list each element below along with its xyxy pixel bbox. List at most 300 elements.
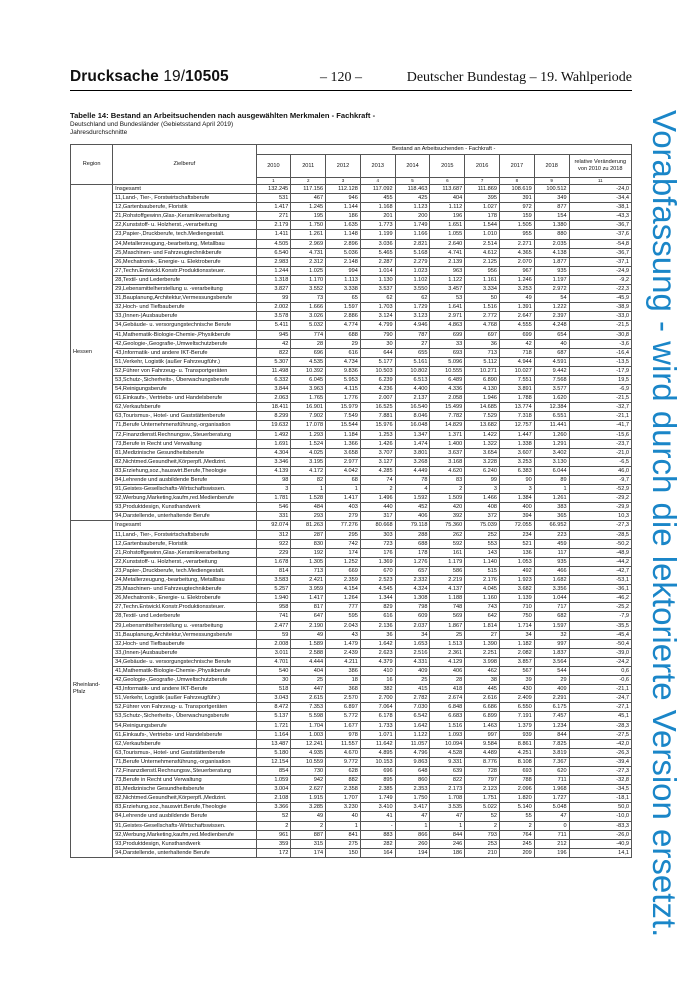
value-cell: 11.498 bbox=[256, 366, 291, 375]
value-cell: 1.940 bbox=[256, 594, 291, 603]
value-cell: 136 bbox=[500, 548, 535, 557]
table-row bbox=[71, 285, 632, 294]
value-cell: 1.093 bbox=[430, 730, 465, 739]
value-cell: 83 bbox=[430, 476, 465, 485]
value-cell: 9.331 bbox=[430, 757, 465, 766]
value-cell: 288 bbox=[395, 530, 430, 539]
table-row bbox=[71, 503, 632, 512]
column-index: 4 bbox=[360, 178, 395, 185]
zielberuf-cell: 28,Textil- und Lederberufe bbox=[113, 275, 256, 284]
page-header bbox=[70, 68, 632, 90]
value-cell: 1.318 bbox=[256, 275, 291, 284]
value-cell: 616 bbox=[326, 348, 361, 357]
value-cell: 9.584 bbox=[465, 739, 500, 748]
value-cell: 1.027 bbox=[465, 203, 500, 212]
value-cell: 1.463 bbox=[465, 721, 500, 730]
value-cell: 4.285 bbox=[360, 466, 395, 475]
value-cell: 1.010 bbox=[465, 230, 500, 239]
zielberuf-cell: 32,Hoch- und Tiefbauberufe bbox=[113, 639, 256, 648]
change-cell: -21,5 bbox=[569, 321, 631, 330]
value-cell: 3.334 bbox=[465, 285, 500, 294]
value-cell: 33 bbox=[430, 339, 465, 348]
value-cell: 764 bbox=[500, 830, 535, 839]
value-cell: 1.765 bbox=[291, 394, 326, 403]
value-cell: 1.053 bbox=[500, 557, 535, 566]
value-cell: 196 bbox=[534, 848, 569, 857]
value-cell: 1.199 bbox=[360, 230, 395, 239]
zielberuf-cell: 25,Maschinen- und Fahrzeugtechnikberufe bbox=[113, 585, 256, 594]
zielberuf-cell: 61,Einkaufs-, Vertriebs- und Handelsberufe bbox=[113, 730, 256, 739]
value-cell: 223 bbox=[534, 530, 569, 539]
value-cell: 212 bbox=[534, 839, 569, 848]
value-cell: 10.094 bbox=[430, 739, 465, 748]
value-cell: 4.324 bbox=[395, 585, 430, 594]
value-cell: 34 bbox=[500, 630, 535, 639]
value-cell: 844 bbox=[430, 830, 465, 839]
change-cell: -36,1 bbox=[569, 585, 631, 594]
value-cell: 7.367 bbox=[534, 757, 569, 766]
value-cell: 1.641 bbox=[430, 303, 465, 312]
value-cell: 150 bbox=[326, 848, 361, 857]
value-cell: 4.444 bbox=[291, 657, 326, 666]
value-cell: 777 bbox=[326, 603, 361, 612]
value-cell: 172 bbox=[256, 848, 291, 857]
zielberuf-cell: 63,Tourismus-, Hotel- und Gaststättenberufe bbox=[113, 412, 256, 421]
value-cell: 3.682 bbox=[500, 585, 535, 594]
value-cell: 1.714 bbox=[500, 621, 535, 630]
value-cell: 1.246 bbox=[500, 275, 535, 284]
change-cell: -29,2 bbox=[569, 494, 631, 503]
value-cell: 1.139 bbox=[500, 594, 535, 603]
value-cell: 2.782 bbox=[395, 694, 430, 703]
change-cell: -0,6 bbox=[569, 676, 631, 685]
value-cell: 693 bbox=[430, 348, 465, 357]
value-cell: 710 bbox=[500, 603, 535, 612]
column-index: 11 bbox=[569, 178, 631, 185]
table-row bbox=[71, 830, 632, 839]
table-row bbox=[71, 821, 632, 830]
value-cell: 3.011 bbox=[256, 648, 291, 657]
value-cell: 17.078 bbox=[291, 421, 326, 430]
value-cell: 275 bbox=[326, 839, 361, 848]
value-cell: 4.137 bbox=[430, 585, 465, 594]
value-cell: 18.411 bbox=[256, 403, 291, 412]
value-cell: 1.678 bbox=[256, 557, 291, 566]
table-row bbox=[71, 757, 632, 766]
value-cell: 1.592 bbox=[395, 494, 430, 503]
value-cell: 6.332 bbox=[256, 375, 291, 384]
value-cell: 4.025 bbox=[291, 448, 326, 457]
value-cell: 1.524 bbox=[291, 439, 326, 448]
value-cell: 1.293 bbox=[291, 430, 326, 439]
change-cell: -54,8 bbox=[569, 239, 631, 248]
change-cell: -34,5 bbox=[569, 785, 631, 794]
value-cell: 2.516 bbox=[395, 648, 430, 657]
zielberuf-cell: 53,Schutz-,Sicherheits-, Überwachungsberufe bbox=[113, 375, 256, 384]
value-cell: 2.700 bbox=[360, 694, 395, 703]
table-row bbox=[71, 694, 632, 703]
change-cell: 10,3 bbox=[569, 512, 631, 521]
table-row bbox=[71, 703, 632, 712]
year-header: 2015 bbox=[430, 155, 465, 178]
value-cell: 4.129 bbox=[430, 657, 465, 666]
value-cell: 1.773 bbox=[360, 221, 395, 230]
change-cell: -41,7 bbox=[569, 421, 631, 430]
zielberuf-cell: 93,Produktdesign, Kunsthandwerk bbox=[113, 839, 256, 848]
value-cell: 68 bbox=[326, 476, 361, 485]
value-cell: 2.439 bbox=[326, 648, 361, 657]
value-cell: 1.642 bbox=[360, 639, 395, 648]
value-cell: 2.082 bbox=[500, 648, 535, 657]
value-cell: 1.380 bbox=[534, 221, 569, 230]
zielberuf-cell: 72,Finanzdienstl.Rechnungsw.,Steuerberatung bbox=[113, 430, 256, 439]
value-cell: 89 bbox=[534, 476, 569, 485]
zielberuf-cell: Insgesamt bbox=[113, 521, 256, 530]
value-cell: 7.191 bbox=[500, 712, 535, 721]
value-cell: 1.305 bbox=[291, 557, 326, 566]
value-cell: 49 bbox=[500, 294, 535, 303]
value-cell: 6.513 bbox=[395, 375, 430, 384]
table-row bbox=[71, 585, 632, 594]
value-cell: 3.123 bbox=[395, 312, 430, 321]
value-cell: 1.260 bbox=[534, 430, 569, 439]
value-cell: 36 bbox=[465, 339, 500, 348]
value-cell: 1.234 bbox=[534, 721, 569, 730]
table-row bbox=[71, 203, 632, 212]
change-cell: -32,8 bbox=[569, 776, 631, 785]
doc-number: 10505 bbox=[185, 68, 229, 85]
value-cell: 4.701 bbox=[256, 657, 291, 666]
value-cell: 1.276 bbox=[395, 557, 430, 566]
value-cell: 717 bbox=[534, 603, 569, 612]
value-cell: 1.653 bbox=[395, 639, 430, 648]
value-cell: 3.891 bbox=[500, 385, 535, 394]
region-cell: Hessen bbox=[71, 185, 113, 521]
value-cell: 887 bbox=[291, 830, 326, 839]
value-cell: 11.557 bbox=[326, 739, 361, 748]
value-cell: 3.127 bbox=[360, 457, 395, 466]
value-cell: 4.895 bbox=[360, 748, 395, 757]
value-cell: 62 bbox=[395, 294, 430, 303]
zielberuf-cell: 54,Reinigungsberufe bbox=[113, 721, 256, 730]
value-cell: 40 bbox=[326, 812, 361, 821]
value-cell: 1.814 bbox=[465, 621, 500, 630]
zielberuf-cell: 63,Tourismus-, Hotel- und Gaststättenberufe bbox=[113, 748, 256, 757]
value-cell: 196 bbox=[430, 212, 465, 221]
value-cell: 404 bbox=[291, 666, 326, 675]
table-row bbox=[71, 521, 632, 530]
change-cell: -37,6 bbox=[569, 230, 631, 239]
value-cell: 466 bbox=[534, 566, 569, 575]
value-cell: 1.253 bbox=[360, 430, 395, 439]
value-cell: 978 bbox=[326, 730, 361, 739]
value-cell: 569 bbox=[430, 612, 465, 621]
value-cell: 2.514 bbox=[465, 239, 500, 248]
value-cell: 4.734 bbox=[326, 357, 361, 366]
table-row bbox=[71, 294, 632, 303]
value-cell: 6.551 bbox=[534, 412, 569, 421]
table-row bbox=[71, 330, 632, 339]
value-cell: 696 bbox=[291, 348, 326, 357]
value-cell: 6.045 bbox=[291, 375, 326, 384]
value-cell: 392 bbox=[430, 512, 465, 521]
value-cell: 359 bbox=[256, 839, 291, 848]
value-cell: 1.447 bbox=[500, 430, 535, 439]
value-cell: 860 bbox=[395, 776, 430, 785]
change-cell: -25,2 bbox=[569, 603, 631, 612]
value-cell: 1.347 bbox=[395, 430, 430, 439]
value-cell: 174 bbox=[291, 848, 326, 857]
change-cell: -21,1 bbox=[569, 685, 631, 694]
value-cell: 47 bbox=[430, 812, 465, 821]
value-cell: 3.578 bbox=[256, 312, 291, 321]
value-cell: 1.025 bbox=[291, 266, 326, 275]
change-cell: -52,9 bbox=[569, 485, 631, 494]
value-cell: 546 bbox=[256, 503, 291, 512]
value-cell: 1 bbox=[430, 821, 465, 830]
value-cell: 1.509 bbox=[430, 494, 465, 503]
value-cell: 699 bbox=[500, 330, 535, 339]
value-cell: 28 bbox=[430, 676, 465, 685]
change-cell: -24,9 bbox=[569, 266, 631, 275]
change-cell: -39,0 bbox=[569, 648, 631, 657]
value-cell: 1.144 bbox=[326, 203, 361, 212]
value-cell: 16.901 bbox=[291, 403, 326, 412]
value-cell: 52 bbox=[465, 812, 500, 821]
value-cell: 1.749 bbox=[360, 794, 395, 803]
year-header: 2011 bbox=[291, 155, 326, 178]
value-cell: 30 bbox=[256, 676, 291, 685]
value-cell: 1.391 bbox=[500, 303, 535, 312]
value-cell: 19.632 bbox=[256, 421, 291, 430]
zielberuf-cell: 62,Verkaufsberufe bbox=[113, 739, 256, 748]
value-cell: 883 bbox=[360, 830, 395, 839]
value-cell: 1.513 bbox=[430, 639, 465, 648]
zielberuf-cell: 81,Medizinische Gesundheitsberufe bbox=[113, 785, 256, 794]
zielberuf-cell: 27,Techn.Entwickl.Konstr.Produktionssteuer. bbox=[113, 603, 256, 612]
value-cell: 2.271 bbox=[500, 239, 535, 248]
value-cell: 3.819 bbox=[534, 748, 569, 757]
value-cell: 403 bbox=[326, 503, 361, 512]
change-cell: -15,6 bbox=[569, 430, 631, 439]
value-cell: 2.035 bbox=[534, 239, 569, 248]
value-cell: 2.385 bbox=[360, 785, 395, 794]
value-cell: 1.188 bbox=[430, 594, 465, 603]
value-cell: 553 bbox=[465, 539, 500, 548]
value-cell: 3.959 bbox=[291, 585, 326, 594]
value-cell: 2.007 bbox=[360, 394, 395, 403]
value-cell: 1.837 bbox=[534, 648, 569, 657]
value-cell: 440 bbox=[360, 503, 395, 512]
value-cell: 3.124 bbox=[360, 312, 395, 321]
value-cell: 880 bbox=[534, 230, 569, 239]
value-cell: 7.782 bbox=[430, 412, 465, 421]
value-cell: 10.559 bbox=[291, 757, 326, 766]
table-title: Tabelle 14: Bestand an Arbeitsuchenden nach ausgewählten Merkmalen - Fachkraft - bbox=[70, 111, 376, 120]
zielberuf-cell: 93,Produktdesign, Kunsthandwerk bbox=[113, 503, 256, 512]
value-cell: 159 bbox=[500, 212, 535, 221]
value-cell: 1.492 bbox=[256, 430, 291, 439]
table-row bbox=[71, 539, 632, 548]
zielberuf-cell: 81,Medizinische Gesundheitsberufe bbox=[113, 448, 256, 457]
value-cell: 2.477 bbox=[256, 621, 291, 630]
value-cell: 6.550 bbox=[500, 703, 535, 712]
change-cell: -46,2 bbox=[569, 594, 631, 603]
table-row bbox=[71, 275, 632, 284]
value-cell: 939 bbox=[500, 730, 535, 739]
value-cell: 1.733 bbox=[360, 721, 395, 730]
value-cell: 1.261 bbox=[291, 230, 326, 239]
change-cell: -27,5 bbox=[569, 730, 631, 739]
value-cell: 5.411 bbox=[256, 321, 291, 330]
value-cell: 4.251 bbox=[500, 748, 535, 757]
zielberuf-cell: 41,Mathematik-Biologie-Chemie-,Physikberufe bbox=[113, 666, 256, 675]
value-cell: 317 bbox=[360, 512, 395, 521]
value-cell: 1.411 bbox=[256, 230, 291, 239]
value-cell: 15.979 bbox=[326, 403, 361, 412]
value-cell: 518 bbox=[256, 685, 291, 694]
value-cell: 234 bbox=[500, 530, 535, 539]
zielberuf-cell: 82,Nichtmed.Gesundheit,Körperpfl.,Medizint. bbox=[113, 457, 256, 466]
value-cell: 5.180 bbox=[256, 748, 291, 757]
change-cell: 14,1 bbox=[569, 848, 631, 857]
value-cell: 4.612 bbox=[465, 248, 500, 257]
value-cell: 895 bbox=[360, 776, 395, 785]
value-cell: 2.772 bbox=[465, 312, 500, 321]
value-cell: 66.952 bbox=[534, 521, 569, 530]
value-cell: 5.307 bbox=[256, 357, 291, 366]
zielberuf-cell: 27,Techn.Entwickl.Konstr.Produktionssteuer. bbox=[113, 266, 256, 275]
value-cell: 592 bbox=[430, 539, 465, 548]
value-cell: 1.781 bbox=[256, 494, 291, 503]
value-cell: 200 bbox=[395, 212, 430, 221]
value-cell: 2.523 bbox=[360, 576, 395, 585]
value-cell: 3.658 bbox=[326, 448, 361, 457]
value-cell: 2.896 bbox=[326, 239, 361, 248]
change-cell: -22,3 bbox=[569, 285, 631, 294]
value-cell: 7.457 bbox=[534, 712, 569, 721]
value-cell: 1.544 bbox=[465, 221, 500, 230]
value-cell: 1.417 bbox=[256, 203, 291, 212]
zielberuf-cell: 72,Finanzdienstl.Rechnungsw.,Steuerberatung bbox=[113, 767, 256, 776]
zielberuf-cell: 52,Führer von Fahrzeug- u. Transportgeräten bbox=[113, 366, 256, 375]
value-cell: 1.703 bbox=[360, 303, 395, 312]
value-cell: 1.589 bbox=[291, 639, 326, 648]
value-cell: 36 bbox=[360, 630, 395, 639]
value-cell: 5.953 bbox=[326, 375, 361, 384]
zielberuf-cell: 42,Geologie-,Geografie-,Umweltschutzberufe bbox=[113, 339, 256, 348]
table-row bbox=[71, 476, 632, 485]
value-cell: 1.968 bbox=[534, 785, 569, 794]
value-cell: 293 bbox=[291, 512, 326, 521]
value-cell: 9.863 bbox=[395, 757, 430, 766]
value-cell: 1.721 bbox=[256, 721, 291, 730]
table-row bbox=[71, 248, 632, 257]
value-cell: 209 bbox=[500, 848, 535, 857]
zielberuf-cell: 43,Informatik- und andere IKT-Berufe bbox=[113, 685, 256, 694]
zielberuf-cell: 26,Mechatronik-, Energie- u. Elektroberufe bbox=[113, 594, 256, 603]
value-cell: 1.474 bbox=[395, 439, 430, 448]
watermark bbox=[625, 110, 695, 938]
value-cell: 3.535 bbox=[430, 803, 465, 812]
value-cell: 521 bbox=[500, 539, 535, 548]
value-cell: 955 bbox=[500, 230, 535, 239]
value-cell: 6.890 bbox=[465, 375, 500, 384]
value-cell: 5.598 bbox=[291, 712, 326, 721]
value-cell: 8.299 bbox=[256, 412, 291, 421]
table-row bbox=[71, 603, 632, 612]
value-cell: 696 bbox=[360, 767, 395, 776]
value-cell: 14.685 bbox=[465, 403, 500, 412]
value-cell: 2.279 bbox=[395, 257, 430, 266]
value-cell: 3.998 bbox=[465, 657, 500, 666]
value-cell: 5.140 bbox=[500, 803, 535, 812]
value-cell: 6.383 bbox=[500, 466, 535, 475]
value-cell: 245 bbox=[500, 839, 535, 848]
value-cell: 3.577 bbox=[534, 385, 569, 394]
zielberuf-cell: 61,Einkaufs-, Vertriebs- und Handelsberufe bbox=[113, 394, 256, 403]
change-cell: -32,7 bbox=[569, 403, 631, 412]
table-row bbox=[71, 666, 632, 675]
value-cell: 4.799 bbox=[360, 321, 395, 330]
value-cell: 2.886 bbox=[326, 312, 361, 321]
value-cell: 2.037 bbox=[395, 621, 430, 630]
table-row bbox=[71, 576, 632, 585]
value-cell: 922 bbox=[256, 539, 291, 548]
value-cell: 2.983 bbox=[256, 257, 291, 266]
value-cell: 6.899 bbox=[465, 712, 500, 721]
value-cell: 42 bbox=[500, 339, 535, 348]
value-cell: 39 bbox=[500, 676, 535, 685]
value-cell: 956 bbox=[465, 266, 500, 275]
value-cell: 2.176 bbox=[465, 576, 500, 585]
value-cell: 1.071 bbox=[360, 730, 395, 739]
change-cell: -13,5 bbox=[569, 357, 631, 366]
value-cell: 4.139 bbox=[256, 466, 291, 475]
value-cell: 4.768 bbox=[465, 321, 500, 330]
value-cell: 15.499 bbox=[430, 403, 465, 412]
value-cell: 3.253 bbox=[500, 285, 535, 294]
value-cell: 1.308 bbox=[395, 594, 430, 603]
value-cell: 5.465 bbox=[360, 248, 395, 257]
change-cell: -3,6 bbox=[569, 339, 631, 348]
value-cell: 10.802 bbox=[395, 366, 430, 375]
value-cell: 382 bbox=[360, 685, 395, 694]
value-cell: 963 bbox=[430, 266, 465, 275]
value-cell: 98 bbox=[256, 476, 291, 485]
value-cell: 7.568 bbox=[534, 375, 569, 384]
table-row bbox=[71, 266, 632, 275]
value-cell: 1.707 bbox=[326, 794, 361, 803]
header-rule bbox=[70, 90, 632, 91]
value-cell: 1.466 bbox=[465, 494, 500, 503]
value-cell: 77.276 bbox=[326, 521, 361, 530]
value-cell: 4.741 bbox=[430, 248, 465, 257]
value-cell: 4.045 bbox=[465, 585, 500, 594]
value-cell: 3.801 bbox=[395, 448, 430, 457]
value-cell: 32 bbox=[534, 630, 569, 639]
value-cell: 252 bbox=[465, 530, 500, 539]
value-cell: 75.039 bbox=[465, 521, 500, 530]
value-cell: 1 bbox=[395, 821, 430, 830]
value-cell: 2.971 bbox=[430, 312, 465, 321]
value-cell: 2.125 bbox=[465, 257, 500, 266]
value-cell: 409 bbox=[395, 666, 430, 675]
value-cell: 10.153 bbox=[360, 757, 395, 766]
value-cell: 3.026 bbox=[291, 312, 326, 321]
value-cell: 743 bbox=[465, 603, 500, 612]
value-cell: 467 bbox=[291, 194, 326, 203]
